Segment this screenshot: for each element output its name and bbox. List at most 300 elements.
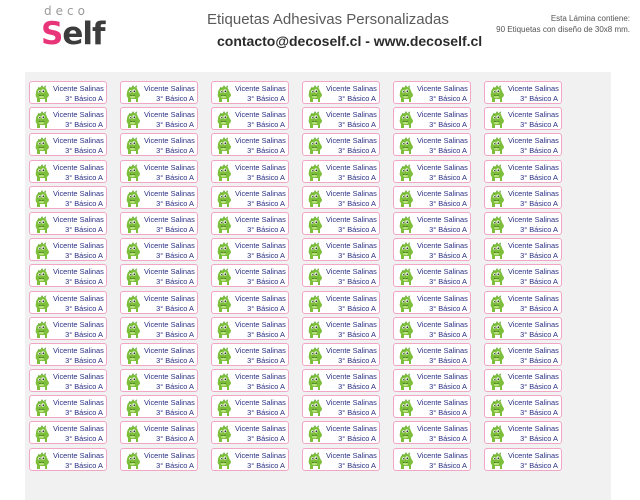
name-label [29, 264, 107, 287]
name-label [29, 291, 107, 314]
dinosaur-icon [489, 320, 506, 339]
dinosaur-icon [125, 294, 142, 313]
label-grade: 3° Básico A [247, 198, 285, 208]
dinosaur-icon [34, 84, 51, 103]
label-grade: 3° Básico A [520, 355, 558, 365]
label-name: Vicente Salinas [508, 162, 559, 172]
name-label [29, 186, 107, 209]
label-name: Vicente Salinas [508, 136, 559, 146]
name-label [211, 448, 289, 471]
label-grade: 3° Básico A [429, 355, 467, 365]
label-name: Vicente Salinas [508, 110, 559, 120]
name-label [484, 343, 562, 366]
name-label [302, 107, 380, 130]
label-name: Vicente Salinas [326, 345, 377, 355]
label-name: Vicente Salinas [508, 319, 559, 329]
label-name: Vicente Salinas [326, 214, 377, 224]
name-label [120, 395, 198, 418]
name-label [211, 317, 289, 340]
dinosaur-icon [398, 294, 415, 313]
label-grade: 3° Básico A [338, 120, 376, 130]
label-name: Vicente Salinas [235, 450, 286, 460]
dinosaur-icon [489, 294, 506, 313]
sheet-note-line-1: Esta Lámina contiene: [550, 14, 630, 23]
dinosaur-icon [489, 267, 506, 286]
label-grade: 3° Básico A [65, 408, 103, 418]
dinosaur-icon [125, 320, 142, 339]
name-label [211, 343, 289, 366]
name-label [302, 343, 380, 366]
name-label [393, 238, 471, 261]
dinosaur-icon [398, 189, 415, 208]
label-grade: 3° Básico A [429, 198, 467, 208]
label-name: Vicente Salinas [508, 424, 559, 434]
dinosaur-icon [398, 215, 415, 234]
dinosaur-icon [489, 241, 506, 260]
label-name: Vicente Salinas [508, 241, 559, 251]
label-name: Vicente Salinas [508, 450, 559, 460]
label-name: Vicente Salinas [326, 319, 377, 329]
name-label [484, 107, 562, 130]
name-label [484, 369, 562, 392]
label-name: Vicente Salinas [235, 136, 286, 146]
decoself-logo [41, 4, 111, 52]
name-label [393, 212, 471, 235]
dinosaur-icon [307, 189, 324, 208]
dinosaur-icon [216, 163, 233, 182]
dinosaur-icon [307, 346, 324, 365]
dinosaur-icon [489, 346, 506, 365]
dinosaur-icon [398, 346, 415, 365]
name-label [393, 448, 471, 471]
name-label [302, 212, 380, 235]
name-label [393, 395, 471, 418]
dinosaur-icon [489, 215, 506, 234]
label-name: Vicente Salinas [417, 319, 468, 329]
dinosaur-icon [34, 189, 51, 208]
name-label [120, 448, 198, 471]
name-label [302, 291, 380, 314]
name-label [120, 238, 198, 261]
dinosaur-icon [34, 267, 51, 286]
label-name: Vicente Salinas [326, 450, 377, 460]
label-grade: 3° Básico A [338, 355, 376, 365]
label-grade: 3° Básico A [429, 303, 467, 313]
name-label [29, 212, 107, 235]
label-name: Vicente Salinas [53, 84, 104, 93]
name-label [302, 395, 380, 418]
name-label [120, 212, 198, 235]
name-label [120, 317, 198, 340]
label-name: Vicente Salinas [417, 136, 468, 146]
name-label [302, 238, 380, 261]
label-name: Vicente Salinas [417, 110, 468, 120]
dinosaur-icon [307, 398, 324, 417]
label-grade: 3° Básico A [520, 329, 558, 339]
label-grade: 3° Básico A [247, 146, 285, 156]
dinosaur-icon [398, 267, 415, 286]
name-label [302, 369, 380, 392]
dinosaur-icon [34, 215, 51, 234]
label-name: Vicente Salinas [53, 214, 104, 224]
name-label [302, 186, 380, 209]
label-grade: 3° Básico A [247, 120, 285, 130]
dinosaur-icon [307, 136, 324, 155]
label-name: Vicente Salinas [508, 293, 559, 303]
dinosaur-icon [398, 320, 415, 339]
label-grade: 3° Básico A [429, 146, 467, 156]
dinosaur-icon [125, 398, 142, 417]
label-grade: 3° Básico A [247, 172, 285, 182]
name-label [29, 317, 107, 340]
label-name: Vicente Salinas [144, 398, 195, 408]
label-name: Vicente Salinas [235, 162, 286, 172]
name-label [302, 421, 380, 444]
dinosaur-icon [489, 424, 506, 443]
label-grade: 3° Básico A [156, 251, 194, 261]
dinosaur-icon [216, 110, 233, 129]
name-label [393, 291, 471, 314]
name-label [29, 343, 107, 366]
label-grade: 3° Básico A [338, 382, 376, 392]
label-grade: 3° Básico A [65, 303, 103, 313]
label-name: Vicente Salinas [144, 110, 195, 120]
label-grade: 3° Básico A [429, 224, 467, 234]
dinosaur-icon [125, 346, 142, 365]
dinosaur-icon [34, 451, 51, 470]
name-label [484, 212, 562, 235]
dinosaur-icon [125, 110, 142, 129]
label-name: Vicente Salinas [417, 214, 468, 224]
label-name: Vicente Salinas [235, 267, 286, 277]
name-label [484, 291, 562, 314]
label-grade: 3° Básico A [520, 224, 558, 234]
name-label [29, 133, 107, 156]
label-grade: 3° Básico A [429, 434, 467, 444]
dinosaur-icon [34, 136, 51, 155]
label-name: Vicente Salinas [417, 450, 468, 460]
dinosaur-icon [216, 372, 233, 391]
dinosaur-icon [216, 398, 233, 417]
dinosaur-icon [34, 241, 51, 260]
dinosaur-icon [398, 372, 415, 391]
dinosaur-icon [34, 398, 51, 417]
dinosaur-icon [216, 84, 233, 103]
dinosaur-icon [307, 84, 324, 103]
label-grade: 3° Básico A [156, 172, 194, 182]
label-name: Vicente Salinas [508, 372, 559, 382]
label-name: Vicente Salinas [326, 398, 377, 408]
label-grade: 3° Básico A [156, 303, 194, 313]
label-name: Vicente Salinas [53, 267, 104, 277]
label-name: Vicente Salinas [417, 345, 468, 355]
label-grade: 3° Básico A [156, 408, 194, 418]
dinosaur-icon [307, 372, 324, 391]
label-grade: 3° Básico A [338, 303, 376, 313]
dinosaur-icon [34, 346, 51, 365]
label-grade: 3° Básico A [156, 382, 194, 392]
page-title: Etiquetas Adhesivas Personalizadas [207, 11, 449, 28]
name-label [211, 212, 289, 235]
label-grade: 3° Básico A [247, 303, 285, 313]
label-name: Vicente Salinas [417, 398, 468, 408]
label-name: Vicente Salinas [417, 188, 468, 198]
label-name: Vicente Salinas [144, 424, 195, 434]
label-name: Vicente Salinas [53, 136, 104, 146]
dinosaur-icon [125, 189, 142, 208]
dinosaur-icon [489, 451, 506, 470]
name-label [211, 107, 289, 130]
name-label [484, 421, 562, 444]
label-name: Vicente Salinas [326, 110, 377, 120]
label-grade: 3° Básico A [520, 172, 558, 182]
label-grade: 3° Básico A [247, 277, 285, 287]
dinosaur-icon [307, 424, 324, 443]
dinosaur-icon [489, 110, 506, 129]
label-name: Vicente Salinas [417, 162, 468, 172]
dinosaur-icon [216, 294, 233, 313]
label-grade: 3° Básico A [520, 303, 558, 313]
name-label [393, 317, 471, 340]
name-label [29, 238, 107, 261]
label-grade: 3° Básico A [247, 251, 285, 261]
label-grade: 3° Básico A [338, 94, 376, 103]
label-name: Vicente Salinas [144, 450, 195, 460]
name-label [484, 238, 562, 261]
dinosaur-icon [34, 294, 51, 313]
label-name: Vicente Salinas [144, 188, 195, 198]
label-grade: 3° Básico A [520, 251, 558, 261]
label-name: Vicente Salinas [235, 293, 286, 303]
label-grade: 3° Básico A [338, 434, 376, 444]
label-name: Vicente Salinas [144, 293, 195, 303]
dinosaur-icon [307, 241, 324, 260]
dinosaur-icon [34, 320, 51, 339]
label-grade: 3° Básico A [156, 355, 194, 365]
label-grade: 3° Básico A [338, 198, 376, 208]
dinosaur-icon [125, 215, 142, 234]
dinosaur-icon [398, 398, 415, 417]
label-grade: 3° Básico A [520, 120, 558, 130]
label-grade: 3° Básico A [247, 434, 285, 444]
label-name: Vicente Salinas [144, 162, 195, 172]
dinosaur-icon [125, 136, 142, 155]
label-grid [29, 81, 562, 471]
dinosaur-icon [307, 320, 324, 339]
label-grade: 3° Básico A [65, 94, 103, 103]
label-grade: 3° Básico A [156, 434, 194, 444]
name-label [120, 369, 198, 392]
dinosaur-icon [216, 424, 233, 443]
dinosaur-icon [398, 84, 415, 103]
logo-small-text: deco [44, 4, 89, 18]
label-grade: 3° Básico A [429, 408, 467, 418]
label-name: Vicente Salinas [417, 293, 468, 303]
dinosaur-icon [216, 451, 233, 470]
dinosaur-icon [398, 241, 415, 260]
label-grade: 3° Básico A [156, 277, 194, 287]
label-name: Vicente Salinas [326, 162, 377, 172]
name-label [120, 160, 198, 183]
label-grade: 3° Básico A [520, 434, 558, 444]
label-name: Vicente Salinas [326, 188, 377, 198]
label-name: Vicente Salinas [53, 372, 104, 382]
name-label [393, 160, 471, 183]
label-name: Vicente Salinas [417, 372, 468, 382]
name-label [484, 133, 562, 156]
name-label [393, 264, 471, 287]
name-label [302, 448, 380, 471]
label-grade: 3° Básico A [65, 277, 103, 287]
dinosaur-icon [307, 294, 324, 313]
label-grade: 3° Básico A [429, 120, 467, 130]
label-grade: 3° Básico A [429, 382, 467, 392]
sheet-note-line-2: 90 Etiquetas con diseño de 30x8 mm. [496, 25, 630, 34]
name-label [29, 160, 107, 183]
name-label [302, 264, 380, 287]
dinosaur-icon [216, 136, 233, 155]
name-label [211, 421, 289, 444]
name-label [211, 369, 289, 392]
label-name: Vicente Salinas [235, 84, 286, 93]
label-grade: 3° Básico A [520, 198, 558, 208]
name-label [393, 421, 471, 444]
name-label [393, 107, 471, 130]
name-label [484, 264, 562, 287]
dinosaur-icon [125, 84, 142, 103]
label-grade: 3° Básico A [156, 329, 194, 339]
dinosaur-icon [307, 215, 324, 234]
label-grade: 3° Básico A [156, 146, 194, 156]
name-label [120, 81, 198, 104]
label-grade: 3° Básico A [520, 94, 558, 103]
label-grade: 3° Básico A [338, 460, 376, 470]
label-name: Vicente Salinas [235, 372, 286, 382]
label-grade: 3° Básico A [65, 224, 103, 234]
dinosaur-icon [216, 346, 233, 365]
label-name: Vicente Salinas [235, 214, 286, 224]
name-label [120, 291, 198, 314]
label-grade: 3° Básico A [338, 172, 376, 182]
label-grade: 3° Básico A [338, 277, 376, 287]
label-name: Vicente Salinas [326, 372, 377, 382]
label-name: Vicente Salinas [508, 345, 559, 355]
label-grade: 3° Básico A [338, 146, 376, 156]
label-grade: 3° Básico A [429, 94, 467, 103]
dinosaur-icon [34, 163, 51, 182]
name-label [29, 395, 107, 418]
dinosaur-icon [216, 189, 233, 208]
label-name: Vicente Salinas [144, 267, 195, 277]
label-grade: 3° Básico A [247, 382, 285, 392]
dinosaur-icon [398, 136, 415, 155]
label-grade: 3° Básico A [429, 329, 467, 339]
dinosaur-icon [489, 163, 506, 182]
label-name: Vicente Salinas [53, 241, 104, 251]
dinosaur-icon [489, 398, 506, 417]
dinosaur-icon [125, 372, 142, 391]
dinosaur-icon [398, 163, 415, 182]
label-grade: 3° Básico A [65, 198, 103, 208]
label-name: Vicente Salinas [417, 267, 468, 277]
label-name: Vicente Salinas [326, 267, 377, 277]
name-label [393, 133, 471, 156]
label-grade: 3° Básico A [429, 277, 467, 287]
dinosaur-icon [307, 267, 324, 286]
name-label [484, 186, 562, 209]
label-name: Vicente Salinas [53, 398, 104, 408]
label-grade: 3° Básico A [247, 355, 285, 365]
logo-rest: elf [62, 16, 105, 52]
name-label [120, 264, 198, 287]
name-label [211, 264, 289, 287]
label-name: Vicente Salinas [53, 110, 104, 120]
dinosaur-icon [307, 110, 324, 129]
name-label [302, 160, 380, 183]
name-label [393, 186, 471, 209]
label-name: Vicente Salinas [53, 450, 104, 460]
dinosaur-icon [125, 241, 142, 260]
dinosaur-icon [125, 267, 142, 286]
name-label [120, 421, 198, 444]
header [0, 0, 640, 76]
name-label [393, 369, 471, 392]
label-grade: 3° Básico A [520, 460, 558, 470]
label-grade: 3° Básico A [156, 460, 194, 470]
label-name: Vicente Salinas [235, 110, 286, 120]
label-grade: 3° Básico A [65, 382, 103, 392]
dinosaur-icon [216, 241, 233, 260]
contact-line: contacto@decoself.cl - www.decoself.cl [217, 33, 483, 49]
name-label [484, 160, 562, 183]
label-grade: 3° Básico A [338, 251, 376, 261]
dinosaur-icon [398, 110, 415, 129]
label-name: Vicente Salinas [144, 214, 195, 224]
label-name: Vicente Salinas [508, 267, 559, 277]
label-name: Vicente Salinas [235, 424, 286, 434]
dinosaur-icon [125, 163, 142, 182]
dinosaur-icon [307, 163, 324, 182]
label-grade: 3° Básico A [65, 172, 103, 182]
name-label [484, 395, 562, 418]
label-name: Vicente Salinas [144, 84, 195, 93]
label-grade: 3° Básico A [156, 94, 194, 103]
name-label [29, 369, 107, 392]
label-grade: 3° Básico A [338, 408, 376, 418]
label-grade: 3° Básico A [429, 251, 467, 261]
label-grade: 3° Básico A [520, 408, 558, 418]
name-label [211, 81, 289, 104]
label-grade: 3° Básico A [65, 251, 103, 261]
name-label [302, 317, 380, 340]
label-name: Vicente Salinas [326, 241, 377, 251]
label-name: Vicente Salinas [326, 84, 377, 93]
label-name: Vicente Salinas [53, 162, 104, 172]
label-name: Vicente Salinas [508, 84, 559, 93]
logo-s: S [41, 16, 63, 52]
label-grade: 3° Básico A [247, 460, 285, 470]
dinosaur-icon [489, 189, 506, 208]
dinosaur-icon [398, 424, 415, 443]
label-name: Vicente Salinas [144, 241, 195, 251]
logo-main-text [41, 16, 104, 52]
label-name: Vicente Salinas [326, 424, 377, 434]
name-label [29, 421, 107, 444]
name-label [211, 186, 289, 209]
label-name: Vicente Salinas [235, 188, 286, 198]
dinosaur-icon [125, 451, 142, 470]
name-label [120, 133, 198, 156]
